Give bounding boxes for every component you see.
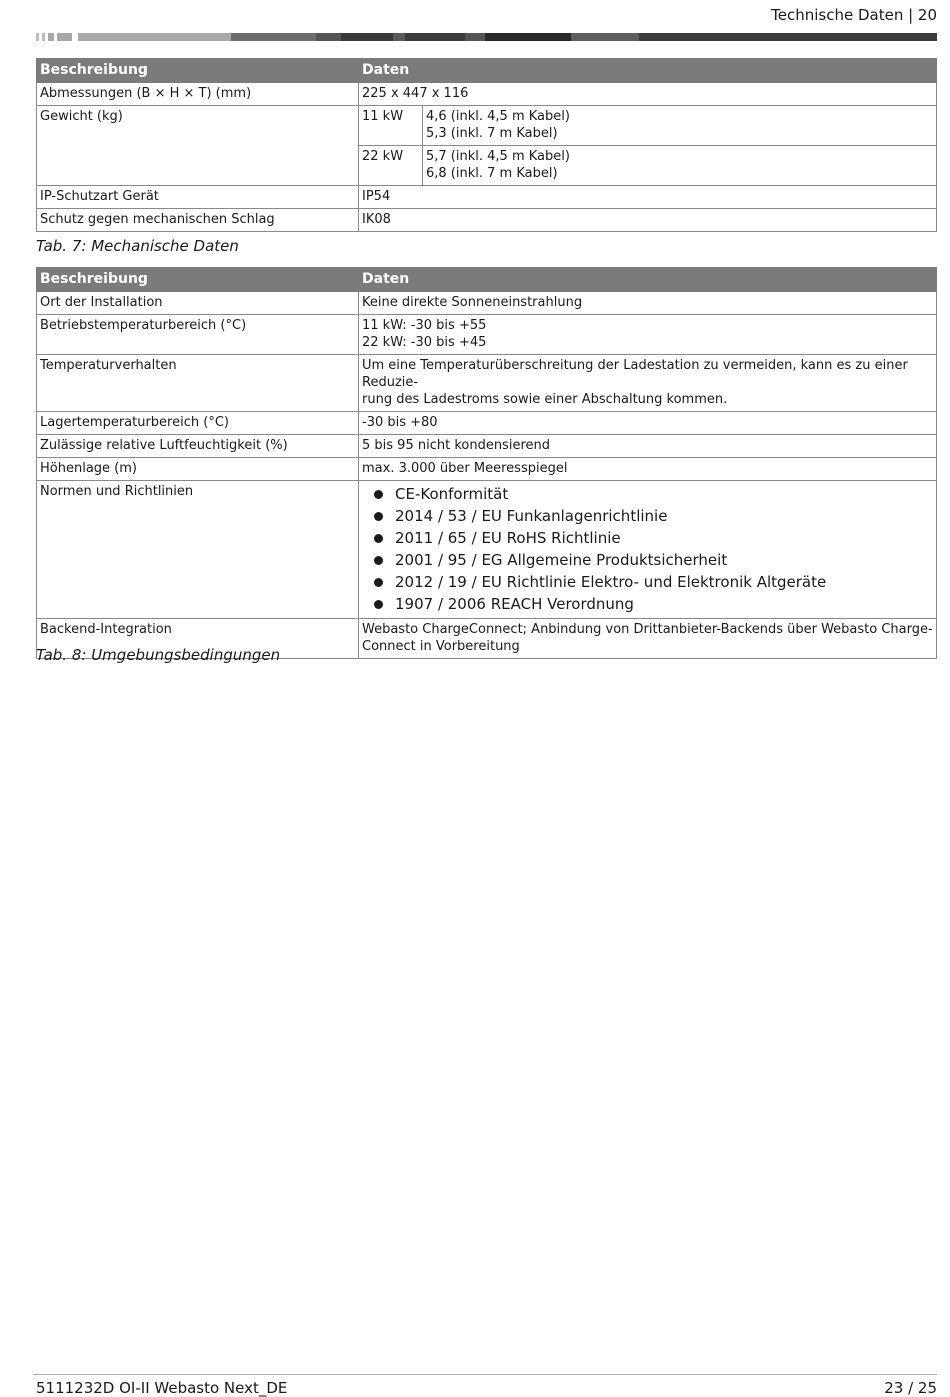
weight-variant-11kw: [359, 106, 936, 145]
row-label-dimensions: Abmessungen (B × H × T) (mm): [37, 83, 359, 106]
table-row: [37, 435, 937, 458]
list-item: CE-Konformität: [374, 483, 933, 505]
table-row: [37, 292, 937, 315]
table-7-caption: Tab. 7: Mechanische Daten: [36, 237, 239, 255]
row-value-dimensions: 225 x 447 x 116: [359, 83, 937, 106]
footer-divider: [33, 1374, 937, 1375]
footer-page-number: 23 / 25: [884, 1379, 937, 1397]
row-value-temp-behavior: [359, 355, 937, 412]
row-value-impact: IK08: [359, 209, 937, 232]
row-label-weight: Gewicht (kg): [37, 106, 359, 186]
weight-22kw-short-cable: 5,7 (inkl. 4,5 m Kabel): [426, 149, 570, 164]
backend-line-2: Connect in Vorbereitung: [362, 639, 520, 654]
table-row: [37, 315, 937, 355]
table-row: [37, 481, 937, 619]
row-value-ip: IP54: [359, 186, 937, 209]
row-label-altitude: Höhenlage (m): [37, 458, 359, 481]
row-value-weight: [359, 106, 937, 186]
row-label-impact: Schutz gegen mechanischen Schlag: [37, 209, 359, 232]
table-header-row: [37, 59, 937, 83]
table-row: [37, 186, 937, 209]
row-label-humidity: Zulässige relative Luftfeuchtigkeit (%): [37, 435, 359, 458]
op-temp-11kw: 11 kW: -30 bis +55: [362, 318, 487, 333]
column-header-description: Beschreibung: [37, 59, 359, 83]
list-item: 2001 / 95 / EG Allgemeine Produktsicherheit: [374, 549, 933, 571]
row-value-storage-temp: -30 bis +80: [359, 412, 937, 435]
column-header-description: Beschreibung: [37, 268, 359, 292]
environment-conditions-table: [36, 267, 937, 659]
list-item: 2014 / 53 / EU Funkanlagenrichtlinie: [374, 505, 933, 527]
row-label-location: Ort der Installation: [37, 292, 359, 315]
row-value-norms: [359, 481, 937, 619]
norms-list: [362, 483, 933, 615]
row-label-backend: Backend-Integration: [37, 619, 359, 659]
weight-variant-22kw: [359, 145, 936, 185]
header-decorative-bar: [36, 33, 937, 41]
row-value-location: Keine direkte Sonneneinstrahlung: [359, 292, 937, 315]
row-label-ip: IP-Schutzart Gerät: [37, 186, 359, 209]
row-label-storage-temp: Lagertemperaturbereich (°C): [37, 412, 359, 435]
table-row: [37, 412, 937, 435]
table-row: [37, 83, 937, 106]
column-header-data: Daten: [359, 268, 937, 292]
mechanical-data-table: [36, 58, 937, 232]
table-8-caption: Tab. 8: Umgebungsbedingungen: [36, 646, 281, 664]
weight-22kw-long-cable: 6,8 (inkl. 7 m Kabel): [426, 166, 558, 181]
page-header-title: Technische Daten | 20: [771, 6, 937, 24]
column-header-data: Daten: [359, 59, 937, 83]
table-row: [37, 209, 937, 232]
weight-power-22kw: 22 kW: [359, 146, 423, 185]
list-item: 2011 / 65 / EU RoHS Richtlinie: [374, 527, 933, 549]
row-label-op-temp: Betriebstemperaturbereich (°C): [37, 315, 359, 355]
backend-line-1: Webasto ChargeConnect; Anbindung von Drittanbieter-Backends über Webasto Charge-: [362, 622, 933, 637]
row-value-humidity: 5 bis 95 nicht kondensierend: [359, 435, 937, 458]
table-header-row: [37, 268, 937, 292]
row-value-altitude: max. 3.000 über Meeresspiegel: [359, 458, 937, 481]
temp-behavior-line-2: rung des Ladestroms sowie einer Abschaltung kommen.: [362, 392, 728, 407]
table-row: [37, 355, 937, 412]
footer-document-id: 5111232D OI-II Webasto Next_DE: [36, 1379, 288, 1397]
row-label-norms: Normen und Richtlinien: [37, 481, 359, 619]
list-item: 2012 / 19 / EU Richtlinie Elektro- und Elektronik Altgeräte: [374, 571, 933, 593]
row-value-backend: [359, 619, 937, 659]
op-temp-22kw: 22 kW: -30 bis +45: [362, 335, 487, 350]
weight-power-11kw: 11 kW: [359, 106, 423, 145]
row-label-temp-behavior: Temperaturverhalten: [37, 355, 359, 412]
temp-behavior-line-1: Um eine Temperaturüberschreitung der Ladestation zu vermeiden, kann es zu einer Reduzie-: [362, 358, 908, 390]
weight-11kw-long-cable: 5,3 (inkl. 7 m Kabel): [426, 126, 558, 141]
row-value-op-temp: [359, 315, 937, 355]
weight-11kw-short-cable: 4,6 (inkl. 4,5 m Kabel): [426, 109, 570, 124]
table-row: [37, 458, 937, 481]
list-item: 1907 / 2006 REACH Verordnung: [374, 593, 933, 615]
table-row: [37, 106, 937, 186]
